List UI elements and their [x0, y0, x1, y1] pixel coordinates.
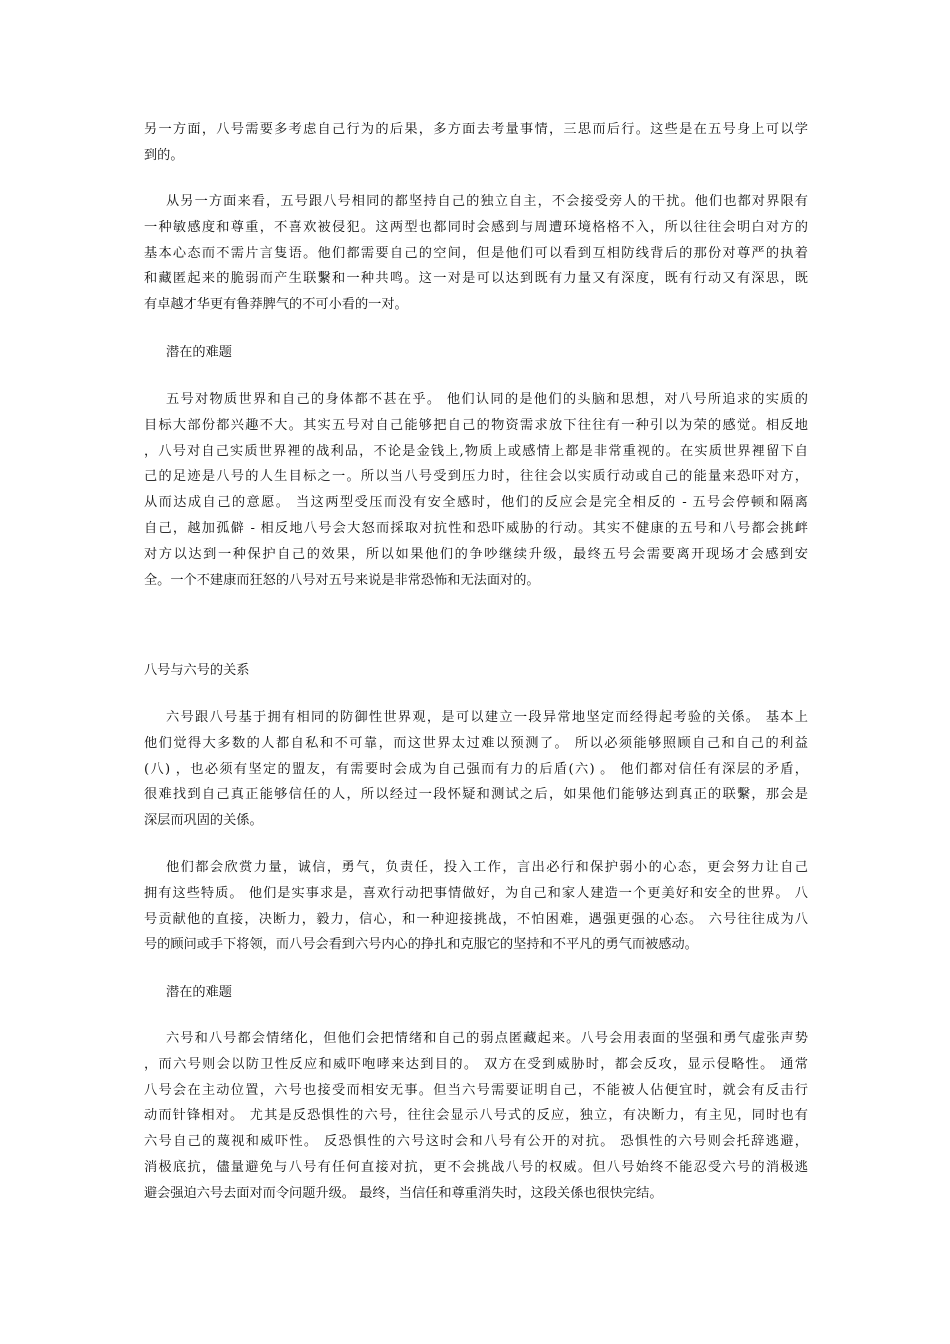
text-line: 拥有这些特质。 他们是实事求是，喜欢行动把事情做好，为自己和家人建造一个更美好和安全的世界。 八 — [144, 885, 808, 901]
paragraph-six-eight-difficulty — [144, 1026, 808, 1207]
paragraph-six-eight-relationship — [144, 705, 808, 834]
text-line: 从另一方面来看，五号跟八号相同的都坚持自己的独立自主，不会接受旁人的干扰。他们也都对界限有 — [166, 194, 808, 209]
text-line: 己的足迹是八号的人生目标之一。所以当八号受到压力时，往往会以实质行动或自己的能量来恐吓对方， — [144, 469, 808, 485]
text-line: 对方以达到一种保护自己的效果，所以如果他们的争吵继续升级，最终五号会需要离开现场才会感到安 — [144, 546, 808, 562]
paragraph-five-eight-similarities — [144, 189, 808, 318]
text-line: 他们觉得大多数的人都自私和不可靠，而这世界太过难以预测了。 所以必须能够照顾自己和自己的利益 — [144, 735, 808, 751]
text-line: 到的。 — [144, 147, 184, 163]
text-line: 有卓越才华更有鲁莽脾气的不可小看的一对。 — [144, 297, 408, 313]
paragraph-eight-learn-from-five — [144, 117, 808, 169]
text-line: 很难找到自己真正能够信任的人，所以经过一段怀疑和测试之后，如果他们能够达到真正的联繫，那会是 — [144, 787, 808, 803]
text-line: 五号对物质世界和自己的身体都不甚在乎。 他们认同的是他们的头脑和思想，对八号所追求的实质的 — [166, 392, 808, 407]
text-line: 号贡献他的直接，决断力，毅力，信心，和一种迎接挑战，不怕困难，遇强更强的心态。 六号往往成为八 — [144, 911, 808, 927]
text-line: 号的顾问或手下将领，而八号会看到六号内心的挣扎和克服它的坚持和不平凡的勇气而被感动。 — [144, 937, 698, 953]
text-line: 自己，越加孤僻 - 相反地八号会大怒而採取对抗性和恐吓威胁的行动。其实不健康的五号和八号都会挑衅 — [144, 520, 808, 536]
text-line: 他们都会欣赏力量，诚信，勇气，负责任，投入工作，言出必行和保护弱小的心态，更会努力让自己 — [166, 860, 808, 875]
subheading-potential-difficulty: 潜在的难题 — [166, 345, 232, 360]
text-line: 八号会在主动位置，六号也接受而相安无事。但当六号需要证明自己，不能被人佔便宜时，就会有反击行 — [144, 1082, 808, 1098]
text-line: 动而针锋相对。 尤其是反恐惧性的六号，往往会显示八号式的反应，独立，有决断力，有主见，同时也有 — [144, 1108, 808, 1124]
text-line: 从而达成自己的意愿。 当这两型受压而没有安全感时，他们的反应会是完全相反的 - 五号会停顿和隔离 — [144, 495, 808, 511]
text-line: 另一方面，八号需要多考虑自己行为的后果，多方面去考量事情，三思而后行。这些是在五号身上可以学 — [144, 122, 808, 137]
text-line: 消极底抗，儘量避免与八号有任何直接对抗，更不会挑战八号的权威。但八号始终不能忍受六号的消极逃 — [144, 1159, 808, 1175]
paragraph-five-eight-difficulty — [144, 387, 808, 593]
text-line: 一种敏感度和尊重，不喜欢被侵犯。这两型也都同时会感到与周遭环境格格不入，所以往往会明白对方的 — [144, 219, 808, 235]
text-line: 深层而巩固的关係。 — [144, 813, 263, 829]
section-title-eight-and-six: 八号与六号的关系 — [144, 663, 250, 678]
text-line: 六号自己的蔑视和威吓性。 反恐惧性的六号这时会和八号有公开的对抗。 恐惧性的六号则会托辞逃避， — [144, 1134, 808, 1150]
text-line: 六号跟八号基于拥有相同的防御性世界观，是可以建立一段异常地坚定而经得起考验的关係。 基本上 — [166, 710, 808, 725]
paragraph-six-eight-shared-values — [144, 855, 808, 958]
text-line: (八) ，也必须有坚定的盟友，有需要时会成为自己强而有力的后盾(六) 。 他们都对信任有深层的矛盾， — [144, 761, 808, 777]
text-line: 目标大部份都兴趣不大。其实五号对自己能够把自己的物资需求放下往往有一种引以为荣的感觉。相反地 — [144, 417, 808, 433]
text-line: 基本心态而不需片言隻语。他们都需要自己的空间，但是他们可以看到互相防线背后的那份对尊严的执着 — [144, 245, 808, 261]
text-line: 全。一个不建康而狂怒的八号对五号来说是非常恐怖和无法面对的。 — [144, 572, 540, 588]
text-line: 避会强迫六号去面对而令问题升级。 最终，当信任和尊重消失时，这段关係也很快完结。 — [144, 1185, 663, 1201]
text-line: 六号和八号都会情绪化，但他们会把情绪和自己的弱点匿藏起来。八号会用表面的坚强和勇气虚张声势 — [166, 1031, 808, 1046]
text-line: ，八号对自己实质世界裡的战利品，不论是金钱上,物质上或感情上都是非常重视的。在实质世界裡留下自 — [144, 443, 808, 459]
subheading-potential-difficulty: 潜在的难题 — [166, 985, 232, 1000]
text-line: 和藏匿起来的脆弱而产生联繫和一种共鸣。这一对是可以达到既有力量又有深度，既有行动又有深思，既 — [144, 271, 808, 287]
text-line: ，而六号则会以防卫性反应和威吓咆哮来达到目的。 双方在受到威胁时，都会反攻，显示侵略性。 通常 — [144, 1056, 808, 1072]
